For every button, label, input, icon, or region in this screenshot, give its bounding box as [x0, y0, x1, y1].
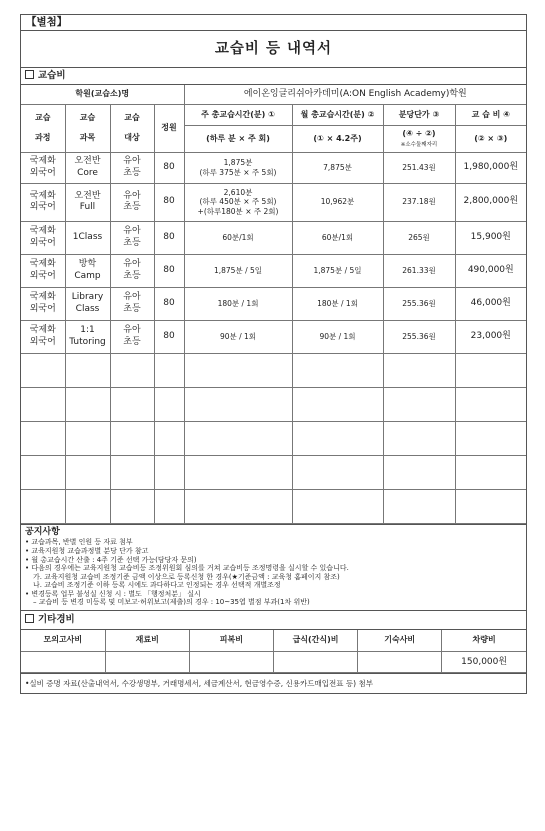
unit-price-cell: 237.18원: [383, 183, 455, 221]
empty-cell: [184, 387, 292, 421]
other-value: [21, 652, 105, 673]
unit-price-cell: 261.33원: [383, 254, 455, 287]
empty-cell: [21, 421, 65, 455]
empty-cell: [383, 489, 455, 523]
section-tuition: 교습비: [21, 68, 526, 85]
empty-row: [21, 421, 526, 455]
header-monthly: 월 총교습시간(분) ②: [292, 104, 383, 125]
empty-cell: [154, 489, 184, 523]
footer-note: •실비 증명 자료(산출내역서, 수강생명부, 거래명세서, 세금계산서, 현금영수증, 신용카드매입전표 등) 첨부: [21, 673, 526, 693]
empty-cell: [110, 455, 154, 489]
other-value: [273, 652, 357, 673]
unit-price-cell: 265원: [383, 221, 455, 254]
fee-cell: 1,980,000원: [455, 152, 526, 183]
empty-cell: [292, 489, 383, 523]
monthly-time-cell: 1,875분 / 5일: [292, 254, 383, 287]
header-target: 교습 대상: [110, 104, 154, 152]
notice-line: • 교습과목, 반별 인원 등 자료 첨부: [25, 538, 133, 547]
other-expenses-table: [21, 630, 526, 674]
empty-cell: [383, 455, 455, 489]
empty-cell: [455, 353, 526, 387]
other-header: 피복비: [189, 630, 273, 652]
weekly-time-cell: 1,875분 / 5일: [184, 254, 292, 287]
fee-cell: 2,800,000원: [455, 183, 526, 221]
capacity-cell: 80: [154, 152, 184, 183]
notice-title: 공지사항: [25, 526, 60, 537]
target-cell: 유아 초등: [110, 152, 154, 183]
empty-cell: [154, 421, 184, 455]
empty-cell: [154, 353, 184, 387]
empty-cell: [21, 489, 65, 523]
header-capacity: 정원: [154, 104, 184, 152]
header-unit-formula: (④ ÷ ②) ※소수둘째자리: [383, 125, 455, 152]
empty-cell: [110, 489, 154, 523]
other-value: [105, 652, 189, 673]
empty-cell: [383, 421, 455, 455]
header-weekly-formula: (하루 분 × 주 회): [184, 125, 292, 152]
target-cell: 유아 초등: [110, 320, 154, 353]
tuition-table: [21, 85, 526, 524]
target-cell: 유아 초등: [110, 287, 154, 320]
notice-line: • 월 총교습시간 산출 : 4주 기준 선택 가능(담당자 문의): [25, 555, 197, 564]
empty-cell: [65, 387, 110, 421]
document-page: [20, 14, 527, 694]
header-fee: 교 습 비 ④: [455, 104, 526, 125]
other-value: 150,000원: [442, 652, 526, 673]
form-frame: [20, 30, 527, 694]
capacity-cell: 80: [154, 183, 184, 221]
academy-name: 에이온잉글리쉬아카데미(A:ON English Academy)학원: [184, 85, 526, 104]
tuition-row: [21, 221, 526, 254]
empty-cell: [65, 353, 110, 387]
course-cell: 국제화 외국어: [21, 287, 65, 320]
other-header: 모의고사비: [21, 630, 105, 652]
tuition-row: [21, 183, 526, 221]
fee-cell: 23,000원: [455, 320, 526, 353]
fee-cell: 46,000원: [455, 287, 526, 320]
other-value: [358, 652, 442, 673]
weekly-time-cell: 60분/1회: [184, 221, 292, 254]
weekly-time-cell: 180분 / 1회: [184, 287, 292, 320]
header-subject: 교습 과목: [65, 104, 110, 152]
other-value: [189, 652, 273, 673]
monthly-time-cell: 10,962분: [292, 183, 383, 221]
other-header: 차량비: [442, 630, 526, 652]
subject-cell: 오전반 Core: [65, 152, 110, 183]
notice-line: 가. 교육지원청 교습비 조정기준 금액 이상으로 등록신청 한 경우(★기준금액 : 교육청 홈페이지 참조): [33, 572, 340, 581]
tuition-row: [21, 287, 526, 320]
weekly-time-cell: 2,610분 (하루 450분 × 주 5회) +(하루180분 × 주 2회): [184, 183, 292, 221]
monthly-time-cell: 180분 / 1회: [292, 287, 383, 320]
course-cell: 국제화 외국어: [21, 152, 65, 183]
checkbox-icon: [25, 70, 34, 79]
empty-cell: [21, 455, 65, 489]
checkbox-icon: [25, 614, 34, 623]
document-title: 교습비 등 내역서: [21, 31, 526, 68]
notice-line: • 다음의 경우에는 교육지원청 교습비등 조정위원회 심의를 거쳐 교습비등 조정명령을 실시할 수 있습니다.: [25, 564, 349, 573]
empty-cell: [21, 387, 65, 421]
empty-cell: [383, 353, 455, 387]
attachment-tag: 【별첨】: [20, 14, 527, 30]
monthly-time-cell: 90분 / 1회: [292, 320, 383, 353]
empty-row: [21, 353, 526, 387]
section-other: 기타경비: [21, 610, 526, 630]
empty-cell: [292, 353, 383, 387]
capacity-cell: 80: [154, 221, 184, 254]
empty-cell: [184, 421, 292, 455]
empty-cell: [383, 387, 455, 421]
target-cell: 유아 초등: [110, 221, 154, 254]
unit-price-cell: 255.36원: [383, 287, 455, 320]
empty-row: [21, 455, 526, 489]
empty-cell: [184, 489, 292, 523]
unit-price-cell: 255.36원: [383, 320, 455, 353]
course-cell: 국제화 외국어: [21, 183, 65, 221]
empty-cell: [292, 455, 383, 489]
notice-line: • 교육지원청 교습과정별 분당 단가 참고: [25, 547, 149, 555]
empty-cell: [110, 421, 154, 455]
empty-cell: [65, 455, 110, 489]
other-header: 재료비: [105, 630, 189, 652]
other-header: 기숙사비: [358, 630, 442, 652]
other-header: 급식(간식)비: [273, 630, 357, 652]
monthly-time-cell: 7,875분: [292, 152, 383, 183]
empty-cell: [110, 387, 154, 421]
tuition-row: [21, 152, 526, 183]
notice-line: 나. 교습비 조정기준 이하 등록 시에도 과다하다고 인정되는 경우 선택적 개별조정: [33, 581, 281, 590]
empty-row: [21, 489, 526, 523]
subject-cell: 오전반 Full: [65, 183, 110, 221]
empty-cell: [65, 489, 110, 523]
header-course: 교습 과정: [21, 104, 65, 152]
capacity-cell: 80: [154, 320, 184, 353]
notice-line: – 교습비 등 변경 미등록 및 미보고·허위보고(제출)의 경우 : 10~35엽 별점 부과(1차 위반): [33, 598, 310, 607]
subject-cell: 방학 Camp: [65, 254, 110, 287]
capacity-cell: 80: [154, 254, 184, 287]
tuition-row: [21, 254, 526, 287]
header-weekly: 주 총교습시간(분) ①: [184, 104, 292, 125]
subject-cell: Library Class: [65, 287, 110, 320]
unit-price-cell: 251.43원: [383, 152, 455, 183]
fee-cell: 490,000원: [455, 254, 526, 287]
header-monthly-formula: (① × 4.2주): [292, 125, 383, 152]
empty-cell: [455, 455, 526, 489]
academy-label: 학원(교습소)명: [21, 85, 184, 104]
empty-cell: [455, 489, 526, 523]
empty-cell: [154, 387, 184, 421]
empty-cell: [455, 387, 526, 421]
subject-cell: 1Class: [65, 221, 110, 254]
header-unit: 분당단가 ③: [383, 104, 455, 125]
header-fee-formula: (② × ③): [455, 125, 526, 152]
empty-cell: [184, 353, 292, 387]
notice-line: • 변경등록 업무 불성실 신청 시 : 별도 「행정처분」 실시: [25, 589, 201, 598]
course-cell: 국제화 외국어: [21, 320, 65, 353]
empty-cell: [455, 421, 526, 455]
weekly-time-cell: 1,875분 (하루 375분 × 주 5회): [184, 152, 292, 183]
empty-cell: [110, 353, 154, 387]
target-cell: 유아 초등: [110, 254, 154, 287]
empty-cell: [154, 455, 184, 489]
target-cell: 유아 초등: [110, 183, 154, 221]
empty-cell: [65, 421, 110, 455]
empty-cell: [184, 455, 292, 489]
empty-row: [21, 387, 526, 421]
capacity-cell: 80: [154, 287, 184, 320]
subject-cell: 1:1 Tutoring: [65, 320, 110, 353]
fee-cell: 15,900원: [455, 221, 526, 254]
weekly-time-cell: 90분 / 1회: [184, 320, 292, 353]
tuition-rows: [21, 152, 526, 523]
tuition-row: [21, 320, 526, 353]
monthly-time-cell: 60분/1회: [292, 221, 383, 254]
empty-cell: [292, 421, 383, 455]
course-cell: 국제화 외국어: [21, 254, 65, 287]
notice-block: [21, 524, 526, 610]
empty-cell: [292, 387, 383, 421]
empty-cell: [21, 353, 65, 387]
course-cell: 국제화 외국어: [21, 221, 65, 254]
